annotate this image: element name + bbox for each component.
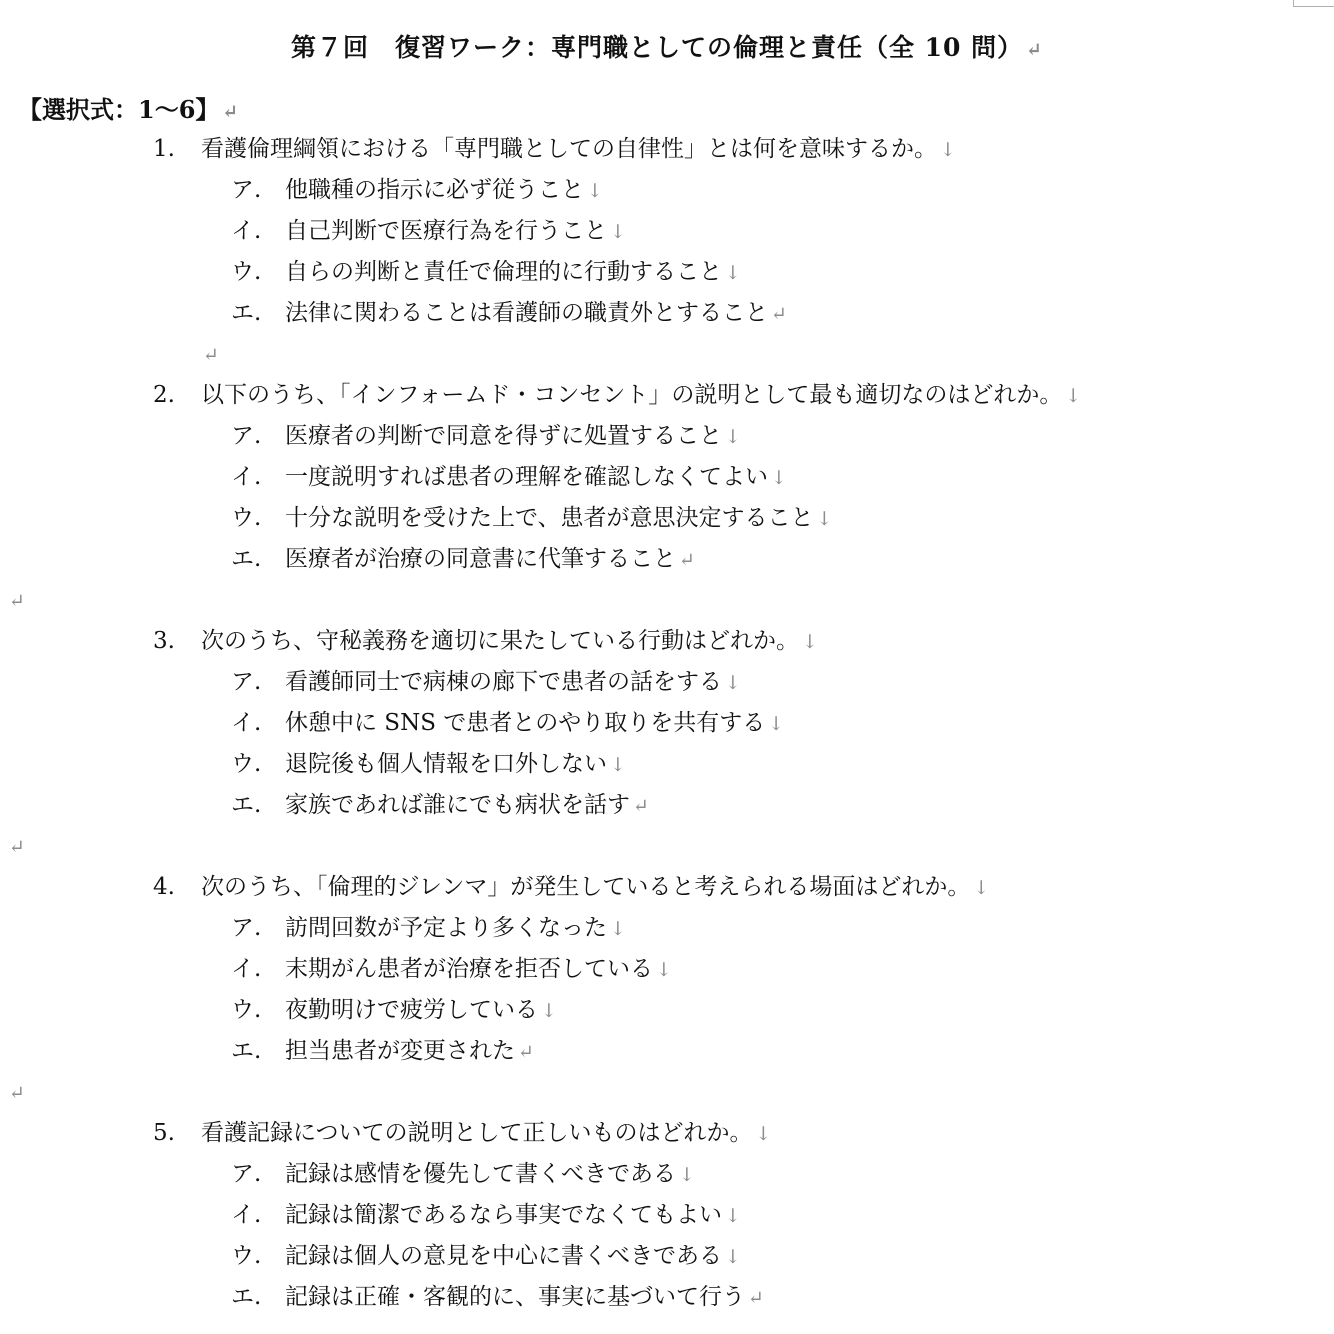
option-text: 記録は正確・客観的に、事実に基づいて行う [285,1284,745,1310]
option-3-d [231,790,649,821]
paragraph-mark: ↵ [1026,39,1044,61]
option-text: 自らの判断と責任で倫理的に行動すること [285,259,722,285]
option-2-b [231,462,787,493]
paragraph-mark: ↵ [9,836,25,858]
option-3-c [231,749,626,780]
option-text: 退院後も個人情報を口外しない [285,751,607,777]
paragraph-mark: ↵ [518,1041,534,1063]
option-letter: イ. [231,218,262,244]
option-2-d [231,544,695,575]
line-break-mark: ↓ [656,959,672,981]
option-5-a [231,1159,695,1190]
paragraph-mark: ↵ [633,795,649,817]
question-3 [153,626,818,657]
option-letter: イ. [231,1202,262,1228]
empty-paragraph [200,339,219,370]
line-break-mark: ↓ [610,918,626,940]
line-break-mark: ↓ [768,713,785,735]
line-break-mark: ↓ [771,467,787,489]
option-letter: エ. [231,1038,262,1064]
option-letter: ア. [231,669,262,695]
line-break-mark: ↓ [725,426,741,448]
page-corner-mark [1293,0,1334,7]
option-3-a [231,667,741,698]
question-number: 5. [153,1120,175,1146]
option-letter: ア. [231,915,262,941]
line-break-mark: ↓ [973,877,990,899]
empty-paragraph [6,831,25,862]
question-2 [153,380,1081,411]
option-1-c [231,257,741,288]
line-break-mark: ↓ [610,754,626,776]
option-text: 十分な説明を受けた上で、患者が意思決定すること [285,505,814,531]
option-text: 家族であれば誰にでも病状を話す [285,792,630,818]
option-letter: エ. [231,792,262,818]
question-number: 2. [153,382,175,408]
option-text: 記録は感情を優先して書くべきである [285,1161,676,1187]
paragraph-mark: ↵ [748,1287,764,1309]
paragraph-mark: ↵ [9,1082,25,1104]
option-4-c [231,995,557,1026]
line-break-mark: ↓ [725,262,741,284]
section-heading [18,90,238,125]
option-text: 担当患者が変更された [285,1038,515,1064]
option-text: 訪問回数が予定より多くなった [285,915,607,941]
line-break-mark: ↓ [541,1000,557,1022]
line-break-mark: ↓ [940,139,956,161]
paragraph-mark: ↵ [679,549,695,571]
option-3-b [231,708,784,739]
line-break-mark: ↓ [679,1164,695,1186]
option-5-b [231,1200,741,1231]
line-break-mark: ↓ [610,221,626,243]
line-break-mark: ↓ [725,1246,741,1268]
line-break-mark: ↓ [587,180,603,202]
option-letter: エ. [231,300,262,326]
option-text: 医療者が治療の同意書に代筆すること [285,546,676,572]
option-text: 休憩中に SNS で患者とのやり取りを共有する [285,710,766,736]
question-number: 3. [153,628,175,654]
document-title [0,28,1334,64]
option-letter: イ. [231,464,262,490]
line-break-mark: ↓ [1065,385,1082,407]
option-text: 夜勤明けで疲労している [285,997,538,1023]
option-4-a [231,913,626,944]
option-letter: ア. [231,423,262,449]
option-letter: ウ. [231,751,262,777]
option-letter: ウ. [231,259,262,285]
option-2-c [231,503,832,534]
question-4 [153,872,989,903]
option-text: 法律に関わることは看護師の職責外とすること [285,300,768,326]
question-1 [153,134,956,165]
option-4-d [231,1036,534,1067]
paragraph-mark: ↵ [203,344,219,366]
option-text: 記録は簡潔であるなら事実でなくてもよい [285,1202,722,1228]
option-letter: エ. [231,1284,262,1310]
line-break-mark: ↓ [725,1205,741,1227]
option-5-c [231,1241,741,1272]
option-letter: ウ. [231,1243,262,1269]
question-text: 看護記録についての説明として正しいものはどれか。 [201,1120,753,1146]
question-number: 4. [153,874,175,900]
option-letter: ウ. [231,505,262,531]
line-break-mark: ↓ [816,508,833,530]
option-text: 他職種の指示に必ず従うこと [285,177,584,203]
line-break-mark: ↓ [755,1123,772,1145]
section-heading-text: 【選択式：1～6】 [18,95,220,124]
paragraph-mark: ↵ [222,101,239,123]
option-letter: エ. [231,546,262,572]
option-text: 記録は個人の意見を中心に書くべきである [285,1243,722,1269]
option-1-d [231,298,787,329]
option-text: 自己判断で医療行為を行うこと [285,218,607,244]
option-letter: イ. [231,956,262,982]
question-text: 次のうち、守秘義務を適切に果たしている行動はどれか。 [201,628,799,654]
option-letter: ウ. [231,997,262,1023]
question-number: 1. [153,136,175,162]
option-1-a [231,175,603,206]
title-text: 第７回 復習ワーク：専門職としての倫理と責任（全 10 問） [290,33,1024,62]
paragraph-mark: ↵ [9,590,25,612]
option-5-d [231,1282,764,1313]
question-text: 次のうち、「倫理的ジレンマ」が発生していると考えられる場面はどれか。 [201,874,971,900]
option-text: 一度説明すれば患者の理解を確認しなくてよい [285,464,768,490]
question-text: 以下のうち、「インフォームド・コンセント」の説明として最も適切なのはどれか。 [201,382,1063,408]
option-text: 医療者の判断で同意を得ずに処置すること [285,423,722,449]
line-break-mark: ↓ [725,672,741,694]
option-text: 末期がん患者が治療を拒否している [285,956,653,982]
option-letter: イ. [231,710,262,736]
option-text: 看護師同士で病棟の廊下で患者の話をする [285,669,722,695]
option-2-a [231,421,741,452]
option-letter: ア. [231,177,262,203]
option-1-b [231,216,626,247]
empty-paragraph [6,1077,25,1108]
question-5 [153,1118,771,1149]
paragraph-mark: ↵ [771,303,787,325]
question-text: 看護倫理綱領における「専門職としての自律性」とは何を意味するか。 [201,136,937,162]
empty-paragraph [6,585,25,616]
option-letter: ア. [231,1161,262,1187]
option-4-b [231,954,672,985]
line-break-mark: ↓ [802,631,818,653]
